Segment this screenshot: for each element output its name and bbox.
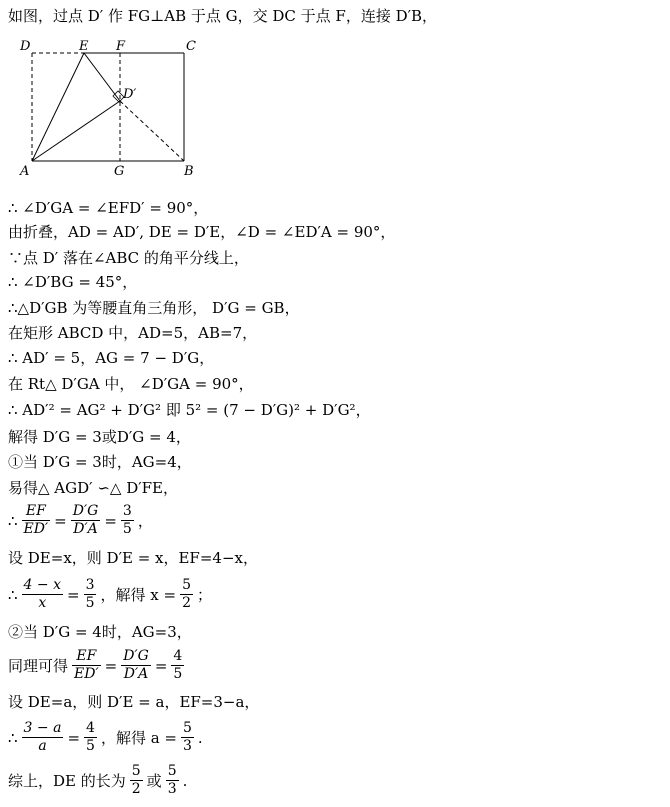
equals-sign: = <box>67 728 81 747</box>
punctuation: . <box>197 728 203 747</box>
fraction: $\frac{5}{2}$ <box>182 577 191 611</box>
equals-sign: = <box>66 585 80 604</box>
line-set-1: 设 DE=x，则 D′E = x，EF=4−x， <box>8 549 258 567</box>
line-5: ∴△D′GB 为等腰直角三角形， D′G = GB， <box>8 299 300 317</box>
label-c: C <box>186 39 196 54</box>
label-d: D <box>20 39 31 54</box>
fraction: $\frac{D'G}{D'A}$ <box>72 503 99 537</box>
line-7: ∴ AD′ = 5，AG = 7 − D′G， <box>8 349 215 367</box>
equation-3 <box>8 648 186 683</box>
equals-sign: = <box>104 656 118 675</box>
line-12: 易得△ AGD′ ∽△ D′FE， <box>8 479 178 497</box>
punctuation: . <box>182 771 188 790</box>
punctuation: ， <box>137 511 153 530</box>
punctuation: ； <box>196 585 212 604</box>
fraction: $\frac{3 - a}{a}$ <box>23 720 62 754</box>
label-b: B <box>184 164 194 179</box>
fraction: $\frac{4}{5}$ <box>86 720 95 754</box>
equation-4 <box>8 720 203 755</box>
therefore-symbol: ∴ <box>8 728 18 747</box>
line-case-2: ②当 D′G = 4时，AG=3， <box>8 623 192 641</box>
line-9: ∴ AD′² = AG² + D′G² 即 5² = (7 − D′G)² + D′G²， <box>8 401 371 419</box>
segment-ad-prime <box>32 101 120 161</box>
line-8: 在 Rt△ D′GA 中， ∠D′GA = 90°， <box>8 375 254 393</box>
fraction: $\frac{4 - x}{x}$ <box>23 577 61 611</box>
line-3: ∵点 D′ 落在∠ABC 的角平分线上， <box>8 249 249 267</box>
label-e: E <box>79 39 89 54</box>
line-2: 由折叠，AD = AD′, DE = D′E，∠D = ∠ED′A = 90°， <box>8 223 396 241</box>
segment-ae <box>32 53 84 161</box>
solve-text: ，解得 x = <box>100 585 177 604</box>
intro-text: 如图，过点 D′ 作 FG⊥AB 于点 G，交 DC 于点 F，连接 D′B， <box>8 7 438 25</box>
line-10: 解得 D′G = 3或D′G = 4， <box>8 428 191 446</box>
solve-text: ，解得 a = <box>100 728 177 747</box>
equation-2 <box>8 577 212 612</box>
label-f: F <box>116 39 126 54</box>
fraction: $\frac{3}{5}$ <box>85 577 95 611</box>
label-g: G <box>114 164 125 179</box>
conclusion <box>8 763 187 798</box>
equals-sign: = <box>54 511 67 530</box>
fraction: $\frac{3}{5}$ <box>122 503 132 537</box>
equation-1 <box>8 503 153 538</box>
fraction: $\frac{5}{3}$ <box>167 763 177 797</box>
label-a: A <box>20 164 30 179</box>
line-set-2: 设 DE=a，则 D′E = a，EF=3−a， <box>8 693 260 711</box>
or-text: 或 <box>146 771 162 790</box>
line-1: ∴ ∠D′GA = ∠EFD′ = 90°， <box>8 199 209 217</box>
line-11: ①当 D′G = 3时，AG=4， <box>8 453 192 471</box>
geometry-figure <box>14 36 214 186</box>
fraction: $\frac{D'G}{D'A}$ <box>123 648 149 682</box>
line-6: 在矩形 ABCD 中，AD=5，AB=7， <box>8 324 258 342</box>
fraction: $\frac{EF}{ED'}$ <box>74 648 99 682</box>
fraction: $\frac{4}{5}$ <box>173 648 183 682</box>
fraction: $\frac{EF}{ED'}$ <box>23 503 49 537</box>
equals-sign: = <box>104 511 117 530</box>
segment-d-prime-b <box>120 101 184 161</box>
fraction: $\frac{5}{2}$ <box>131 763 141 797</box>
therefore-symbol: ∴ <box>8 585 18 604</box>
therefore-symbol: ∴ <box>8 511 18 530</box>
line-4: ∴ ∠D′BG = 45°， <box>8 273 138 291</box>
conclusion-text: 综上，DE 的长为 <box>8 771 126 790</box>
segment-ed-prime <box>84 53 120 101</box>
fraction: $\frac{5}{3}$ <box>183 720 192 754</box>
similarly-text: 同理可得 <box>8 656 69 675</box>
equals-sign: = <box>154 656 168 675</box>
label-d-prime: D′ <box>123 87 137 102</box>
